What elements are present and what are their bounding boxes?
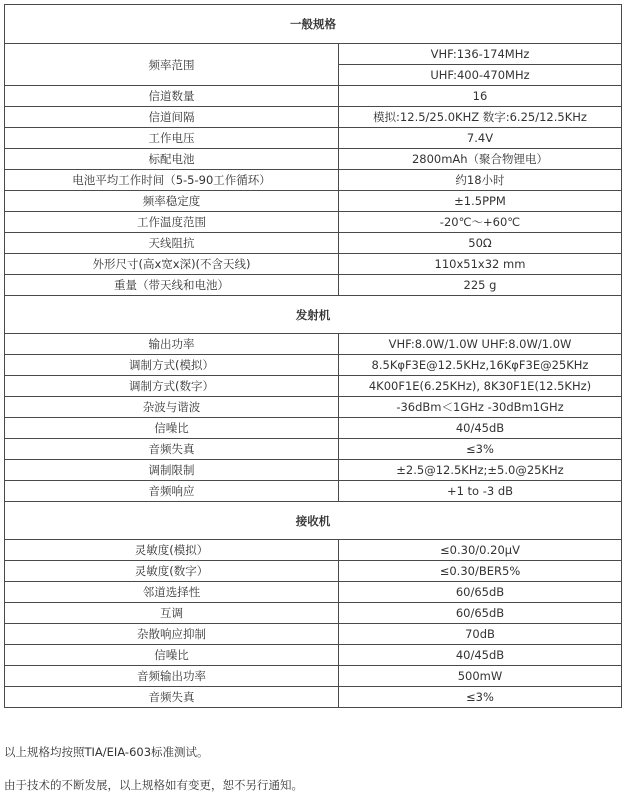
spec-value: -20℃～+60℃ xyxy=(339,212,622,233)
spec-row xyxy=(5,624,622,645)
spec-label: 信噪比 xyxy=(5,418,339,439)
spec-row xyxy=(5,439,622,460)
spec-label: 音频失真 xyxy=(5,439,339,460)
spec-label: 互调 xyxy=(5,603,339,624)
spec-label: 工作温度范围 xyxy=(5,212,339,233)
spec-value: 225 g xyxy=(339,275,622,296)
spec-row xyxy=(5,275,622,296)
spec-label: 调制方式(模拟） xyxy=(5,355,339,376)
spec-value: VHF:136-174MHz xyxy=(339,44,622,65)
spec-label: 音频响应 xyxy=(5,481,339,502)
spec-label: 调制方式(数字） xyxy=(5,376,339,397)
spec-label: 灵敏度(数字） xyxy=(5,561,339,582)
spec-label: 杂散响应抑制 xyxy=(5,624,339,645)
section-title: 一般规格 xyxy=(5,5,622,44)
spec-row xyxy=(5,687,622,708)
spec-value: ≤3% xyxy=(339,687,622,708)
spec-label: 标配电池 xyxy=(5,149,339,170)
spec-value: 110x51x32 mm xyxy=(339,254,622,275)
spec-value: 8.5KφF3E@12.5KHz,16KφF3E@25KHz xyxy=(339,355,622,376)
spec-label: 音频失真 xyxy=(5,687,339,708)
spec-value: 4K00F1E(6.25KHz), 8K30F1E(12.5KHz) xyxy=(339,376,622,397)
spec-label: 信噪比 xyxy=(5,645,339,666)
spec-row xyxy=(5,44,622,65)
spec-row xyxy=(5,603,622,624)
spec-value: 500mW xyxy=(339,666,622,687)
spec-value: 60/65dB xyxy=(339,603,622,624)
footnote-standard: 以上规格均按照TIA/EIA-603标准测试。 xyxy=(4,745,209,759)
section-header-row xyxy=(5,5,622,44)
spec-row xyxy=(5,254,622,275)
spec-label: 信道数量 xyxy=(5,86,339,107)
spec-value: ±1.5PPM xyxy=(339,191,622,212)
spec-row xyxy=(5,355,622,376)
spec-value: 70dB xyxy=(339,624,622,645)
spec-label: 杂波与谐波 xyxy=(5,397,339,418)
spec-value: ±2.5@12.5KHz;±5.0@25KHz xyxy=(339,460,622,481)
spec-row xyxy=(5,334,622,355)
spec-value: 40/45dB xyxy=(339,645,622,666)
spec-row xyxy=(5,481,622,502)
spec-label: 灵敏度(模拟） xyxy=(5,540,339,561)
spec-value: VHF:8.0W/1.0W UHF:8.0W/1.0W xyxy=(339,334,622,355)
spec-row xyxy=(5,645,622,666)
spec-row xyxy=(5,128,622,149)
footnotes xyxy=(4,745,303,792)
spec-label: 频率范围 xyxy=(5,44,339,86)
spec-label: 频率稳定度 xyxy=(5,191,339,212)
section-header-row xyxy=(5,296,622,334)
spec-row xyxy=(5,149,622,170)
spec-label: 工作电压 xyxy=(5,128,339,149)
spec-row xyxy=(5,233,622,254)
spec-row xyxy=(5,212,622,233)
spec-row xyxy=(5,418,622,439)
spec-value: +1 to -3 dB xyxy=(339,481,622,502)
footnote-disclaimer: 由于技术的不断发展，以上规格如有变更，恕不另行通知。 xyxy=(4,778,303,792)
spec-value: UHF:400-470MHz xyxy=(339,65,622,86)
spec-value: ≤0.30/0.20μV xyxy=(339,540,622,561)
spec-row xyxy=(5,86,622,107)
spec-value: 模拟:12.5/25.0KHZ 数字:6.25/12.5KHz xyxy=(339,107,622,128)
spec-value: ≤3% xyxy=(339,439,622,460)
spec-label: 电池平均工作时间（5-5-90工作循环） xyxy=(5,170,339,191)
spec-row xyxy=(5,561,622,582)
spec-label: 外形尺寸(高x宽x深)(不含天线) xyxy=(5,254,339,275)
spec-row xyxy=(5,460,622,481)
spec-label: 音频输出功率 xyxy=(5,666,339,687)
section-header-row xyxy=(5,502,622,540)
spec-table xyxy=(4,4,622,708)
spec-value: 7.4V xyxy=(339,128,622,149)
spec-row xyxy=(5,170,622,191)
spec-table-body xyxy=(5,5,622,708)
spec-row xyxy=(5,540,622,561)
spec-row xyxy=(5,376,622,397)
spec-value: 16 xyxy=(339,86,622,107)
spec-label: 调制限制 xyxy=(5,460,339,481)
spec-label: 天线阻抗 xyxy=(5,233,339,254)
spec-value: ≤0.30/BER5% xyxy=(339,561,622,582)
spec-row xyxy=(5,107,622,128)
section-title: 接收机 xyxy=(5,502,622,540)
spec-row xyxy=(5,397,622,418)
spec-label: 输出功率 xyxy=(5,334,339,355)
spec-row xyxy=(5,191,622,212)
spec-label: 邻道选择性 xyxy=(5,582,339,603)
spec-value: 50Ω xyxy=(339,233,622,254)
spec-row xyxy=(5,666,622,687)
spec-label: 重量（带天线和电池） xyxy=(5,275,339,296)
spec-label: 信道间隔 xyxy=(5,107,339,128)
section-title: 发射机 xyxy=(5,296,622,334)
spec-value: -36dBm＜1GHz -30dBm1GHz xyxy=(339,397,622,418)
spec-value: 40/45dB xyxy=(339,418,622,439)
spec-value: 2800mAh（聚合物锂电） xyxy=(339,149,622,170)
spec-value: 约18小时 xyxy=(339,170,622,191)
spec-row xyxy=(5,582,622,603)
spec-value: 60/65dB xyxy=(339,582,622,603)
